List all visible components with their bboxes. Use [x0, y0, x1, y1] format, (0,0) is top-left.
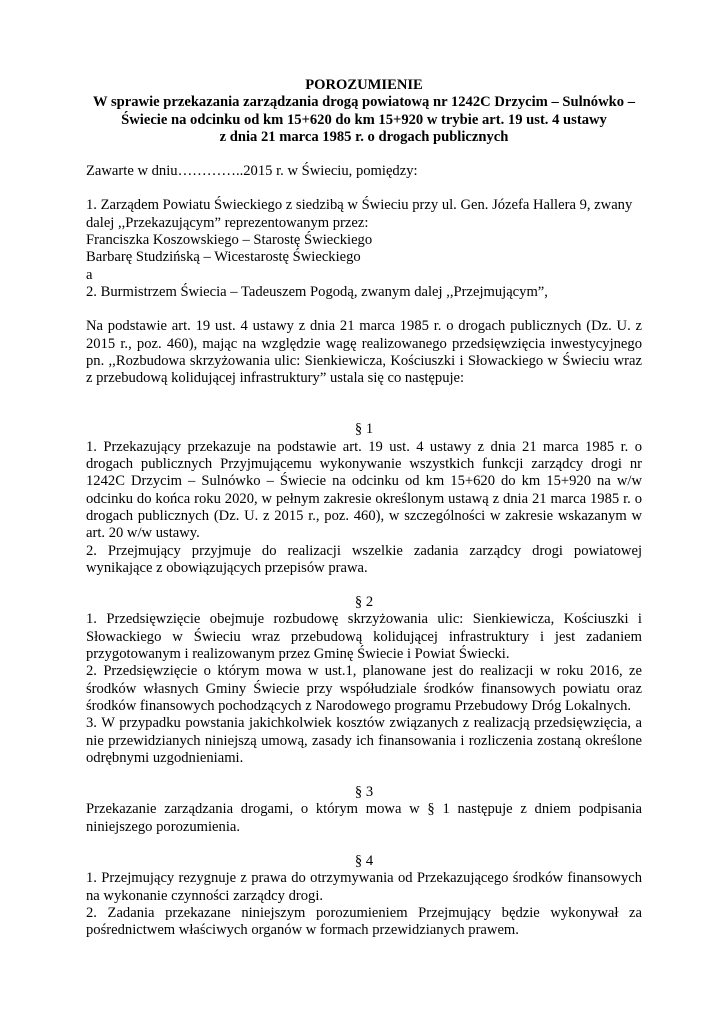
section-1-point-1: 1. Przekazujący przekazuje na podstawie art. 19 ust. 4 ustawy z dnia 21 marca 1985 r. o drogach publicznych Przyjmującemu wykonywanie wszystkich funkcji zarządcy drogi nr 1242C Drzycim – Sulnówko – Świecie na odcinku od km 15+620 do km 15+920 na w/w odcinku do końca roku 2020, w pełnym zakresie określonym ustawą z dnia 21 marca 1985 r. o drogach publicznych (Dz. U. z 2015 r., poz. 460), w szczególności w zakresie wskazanym w art. 20 w/w ustawy. [86, 438, 642, 542]
party-2: 2. Burmistrzem Świecia – Tadeuszem Pogodą, zwanym dalej ,,Przejmującym”, [86, 283, 548, 300]
section-3 [86, 784, 642, 836]
section-1 [86, 421, 642, 577]
party-1-line-2: dalej ,,Przekazującym” reprezentowanym przez: [86, 214, 369, 231]
section-3-text: Przekazanie zarządzania drogami, o którym mowa w § 1 następuje z dniem podpisania niniejszego porozumienia. [86, 801, 642, 835]
section-2-point-3: 3. W przypadku powstania jakichkolwiek kosztów związanych z realizacją przedsięwzięcia, a nie przewidzianych niniejszą umową, zasady ich finansowania i rozliczenia zostaną określone odrębnymi uzgodnieniami. [86, 715, 642, 766]
section-1-point-2: 2. Przejmujący przyjmuje do realizacji wszelkie zadania zarządcy drogi powiatowej wynikające z obowiązujących przepisów prawa. [86, 542, 642, 576]
section-4-mark: § 4 [354, 852, 374, 869]
section-4-point-1: 1. Przejmujący rezygnuje z prawa do otrzymywania od Przekazującego środków finansowych na wykonanie czynności zarządcy drogi. [86, 870, 642, 904]
legal-basis: Na podstawie art. 19 ust. 4 ustawy z dnia 21 marca 1985 r. o drogach publicznych (Dz. U. z 2015 r., poz. 460), mając na względzie wagę realizowanego przedsięwzięcia inwestycyjnego pn. ,,Rozbudowa skrzyżowania ulic: Sienkiewicza, Kościuszki i Słowackiego w Świeciu wraz z przebudową kolidującej infrastruktury” ustala się co następuje: [86, 318, 642, 387]
intro-line: Zawarte w dniu…………..2015 r. w Świeciu, pomiędzy: [86, 163, 418, 180]
document-title [86, 77, 642, 146]
section-4 [86, 853, 642, 939]
title-heading: POROZUMIENIE [305, 77, 423, 93]
title-line-2: Świecie na odcinku od km 15+620 do km 15+920 w trybie art. 19 ust. 4 ustawy [121, 111, 607, 128]
document-page [86, 77, 642, 939]
parties-block [86, 197, 642, 301]
title-line-3: z dnia 21 marca 1985 r. o drogach publicznych [219, 128, 509, 145]
section-4-point-2: 2. Zadania przekazane niniejszym porozumieniem Przejmujący będzie wykonywał za pośrednictwem właściwych organów w formach przewidzianych prawem. [86, 904, 642, 939]
representative-1: Franciszka Koszowskiego – Starostę Świeckiego [86, 232, 373, 249]
conjunction: a [86, 266, 93, 283]
party-1-line-1: 1. Zarządem Powiatu Świeckiego z siedzibą w Świeciu przy ul. Gen. Józefa Hallera 9, zwany [86, 197, 633, 214]
section-2-mark: § 2 [354, 594, 374, 611]
section-2-point-1: 1. Przedsięwzięcie obejmuje rozbudowę skrzyżowania ulic: Sienkiewicza, Kościuszki i Słowackiego w Świeciu wraz przebudową kolidującej infrastruktury i jest zadaniem przygotowanym i realizowanym przez Gminę Świecie i Powiat Świecki. [86, 611, 642, 663]
section-3-mark: § 3 [354, 784, 374, 801]
section-2-point-2: 2. Przedsięwzięcie o którym mowa w ust.1, planowane jest do realizacji w roku 2016, ze środków własnych Gminy Świecie przy współudziale środków finansowych powiatu oraz środków finansowych pochodzących z Narodowego programu Przebudowy Dróg Lokalnych. [86, 663, 642, 714]
section-2 [86, 594, 642, 767]
title-line-1: W sprawie przekazania zarządzania drogą powiatową nr 1242C Drzycim – Sulnówko – [93, 94, 635, 111]
section-1-mark: § 1 [354, 421, 374, 438]
representative-2: Barbarę Studzińską – Wicestarostę Świeckiego [86, 249, 361, 266]
